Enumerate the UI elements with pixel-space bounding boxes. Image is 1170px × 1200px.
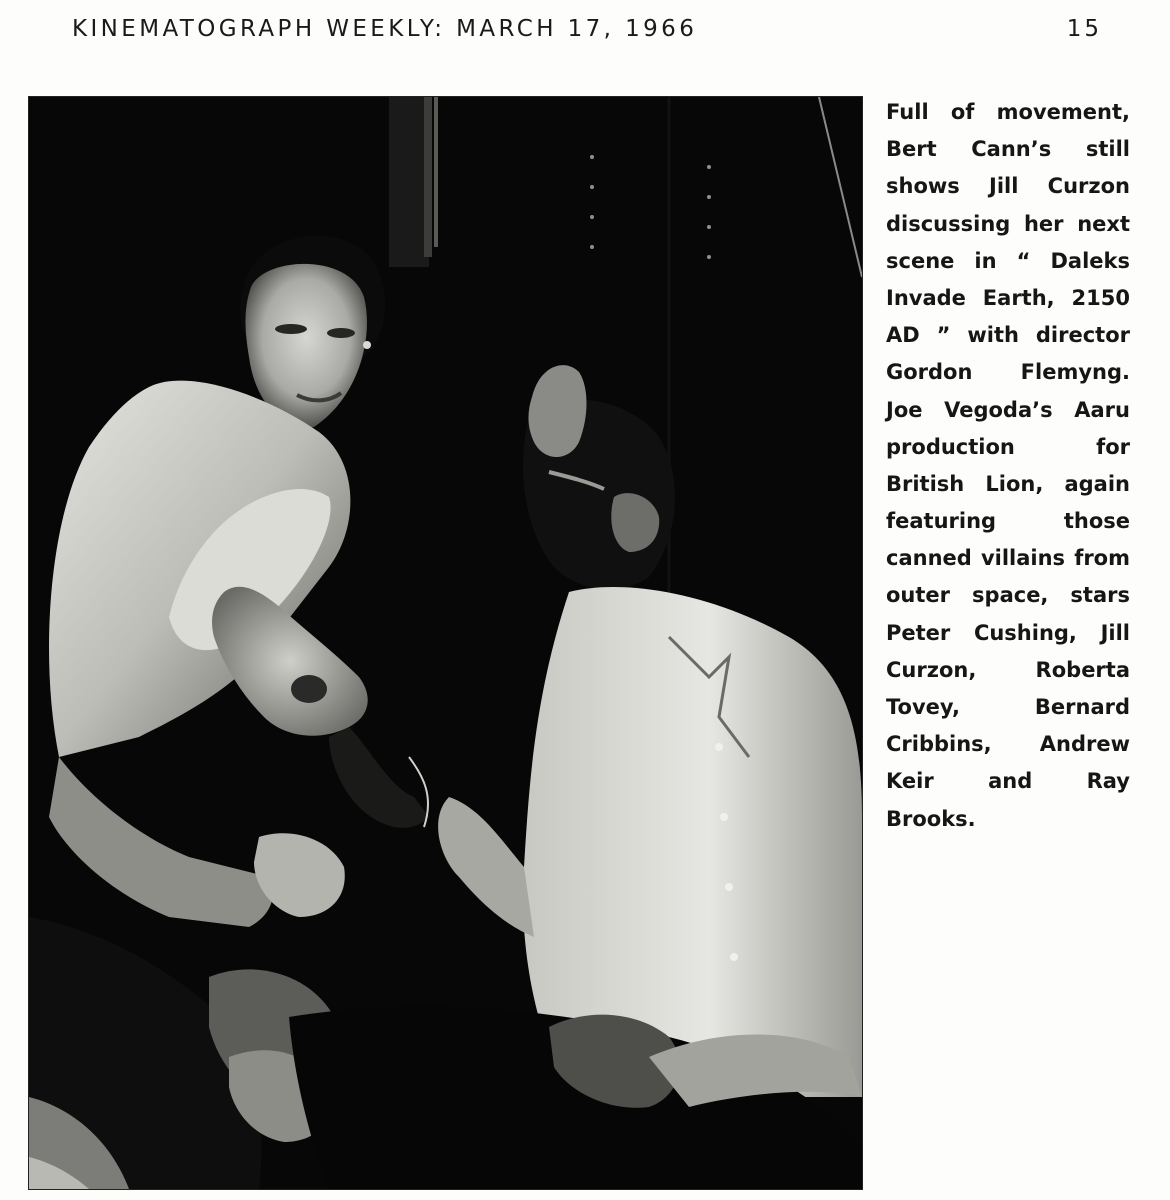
masthead bbox=[72, 16, 1102, 50]
caption-line: Joe Vegoda’s Aaru bbox=[886, 397, 1130, 422]
caption-line: featuring those bbox=[886, 509, 1130, 534]
caption-line: Cribbins, Andrew bbox=[886, 732, 1130, 757]
caption-line: Brooks. bbox=[886, 806, 976, 831]
caption-line: Bert Cann’s still bbox=[886, 137, 1130, 162]
caption-line: production for bbox=[886, 434, 1130, 459]
page-number: 15 bbox=[1066, 16, 1102, 42]
caption-line: Curzon, Roberta bbox=[886, 657, 1130, 682]
caption-line: British Lion, again bbox=[886, 471, 1130, 496]
caption-line: Tovey, Bernard bbox=[886, 695, 1130, 719]
caption-line: shows Jill Curzon bbox=[886, 174, 1130, 199]
publication-title: KINEMATOGRAPH WEEKLY: MARCH 17, 1966 bbox=[72, 16, 698, 42]
photo-caption bbox=[886, 94, 1130, 838]
caption-line: Full of movement, bbox=[886, 100, 1130, 124]
caption-line: outer space, stars bbox=[886, 583, 1130, 608]
caption-line: Invade Earth, 2150 bbox=[886, 285, 1130, 310]
photo-illustration bbox=[29, 97, 862, 1189]
film-still-photograph bbox=[28, 96, 863, 1190]
caption-line: Gordon Flemyng. bbox=[886, 360, 1130, 385]
caption-line: scene in “ Daleks bbox=[886, 248, 1130, 273]
caption-line: Keir and Ray bbox=[886, 769, 1130, 794]
caption-line: AD ” with director bbox=[886, 323, 1130, 348]
caption-line: Peter Cushing, Jill bbox=[886, 620, 1130, 645]
caption-line: canned villains from bbox=[886, 546, 1130, 571]
caption-line: discussing her next bbox=[886, 211, 1130, 236]
